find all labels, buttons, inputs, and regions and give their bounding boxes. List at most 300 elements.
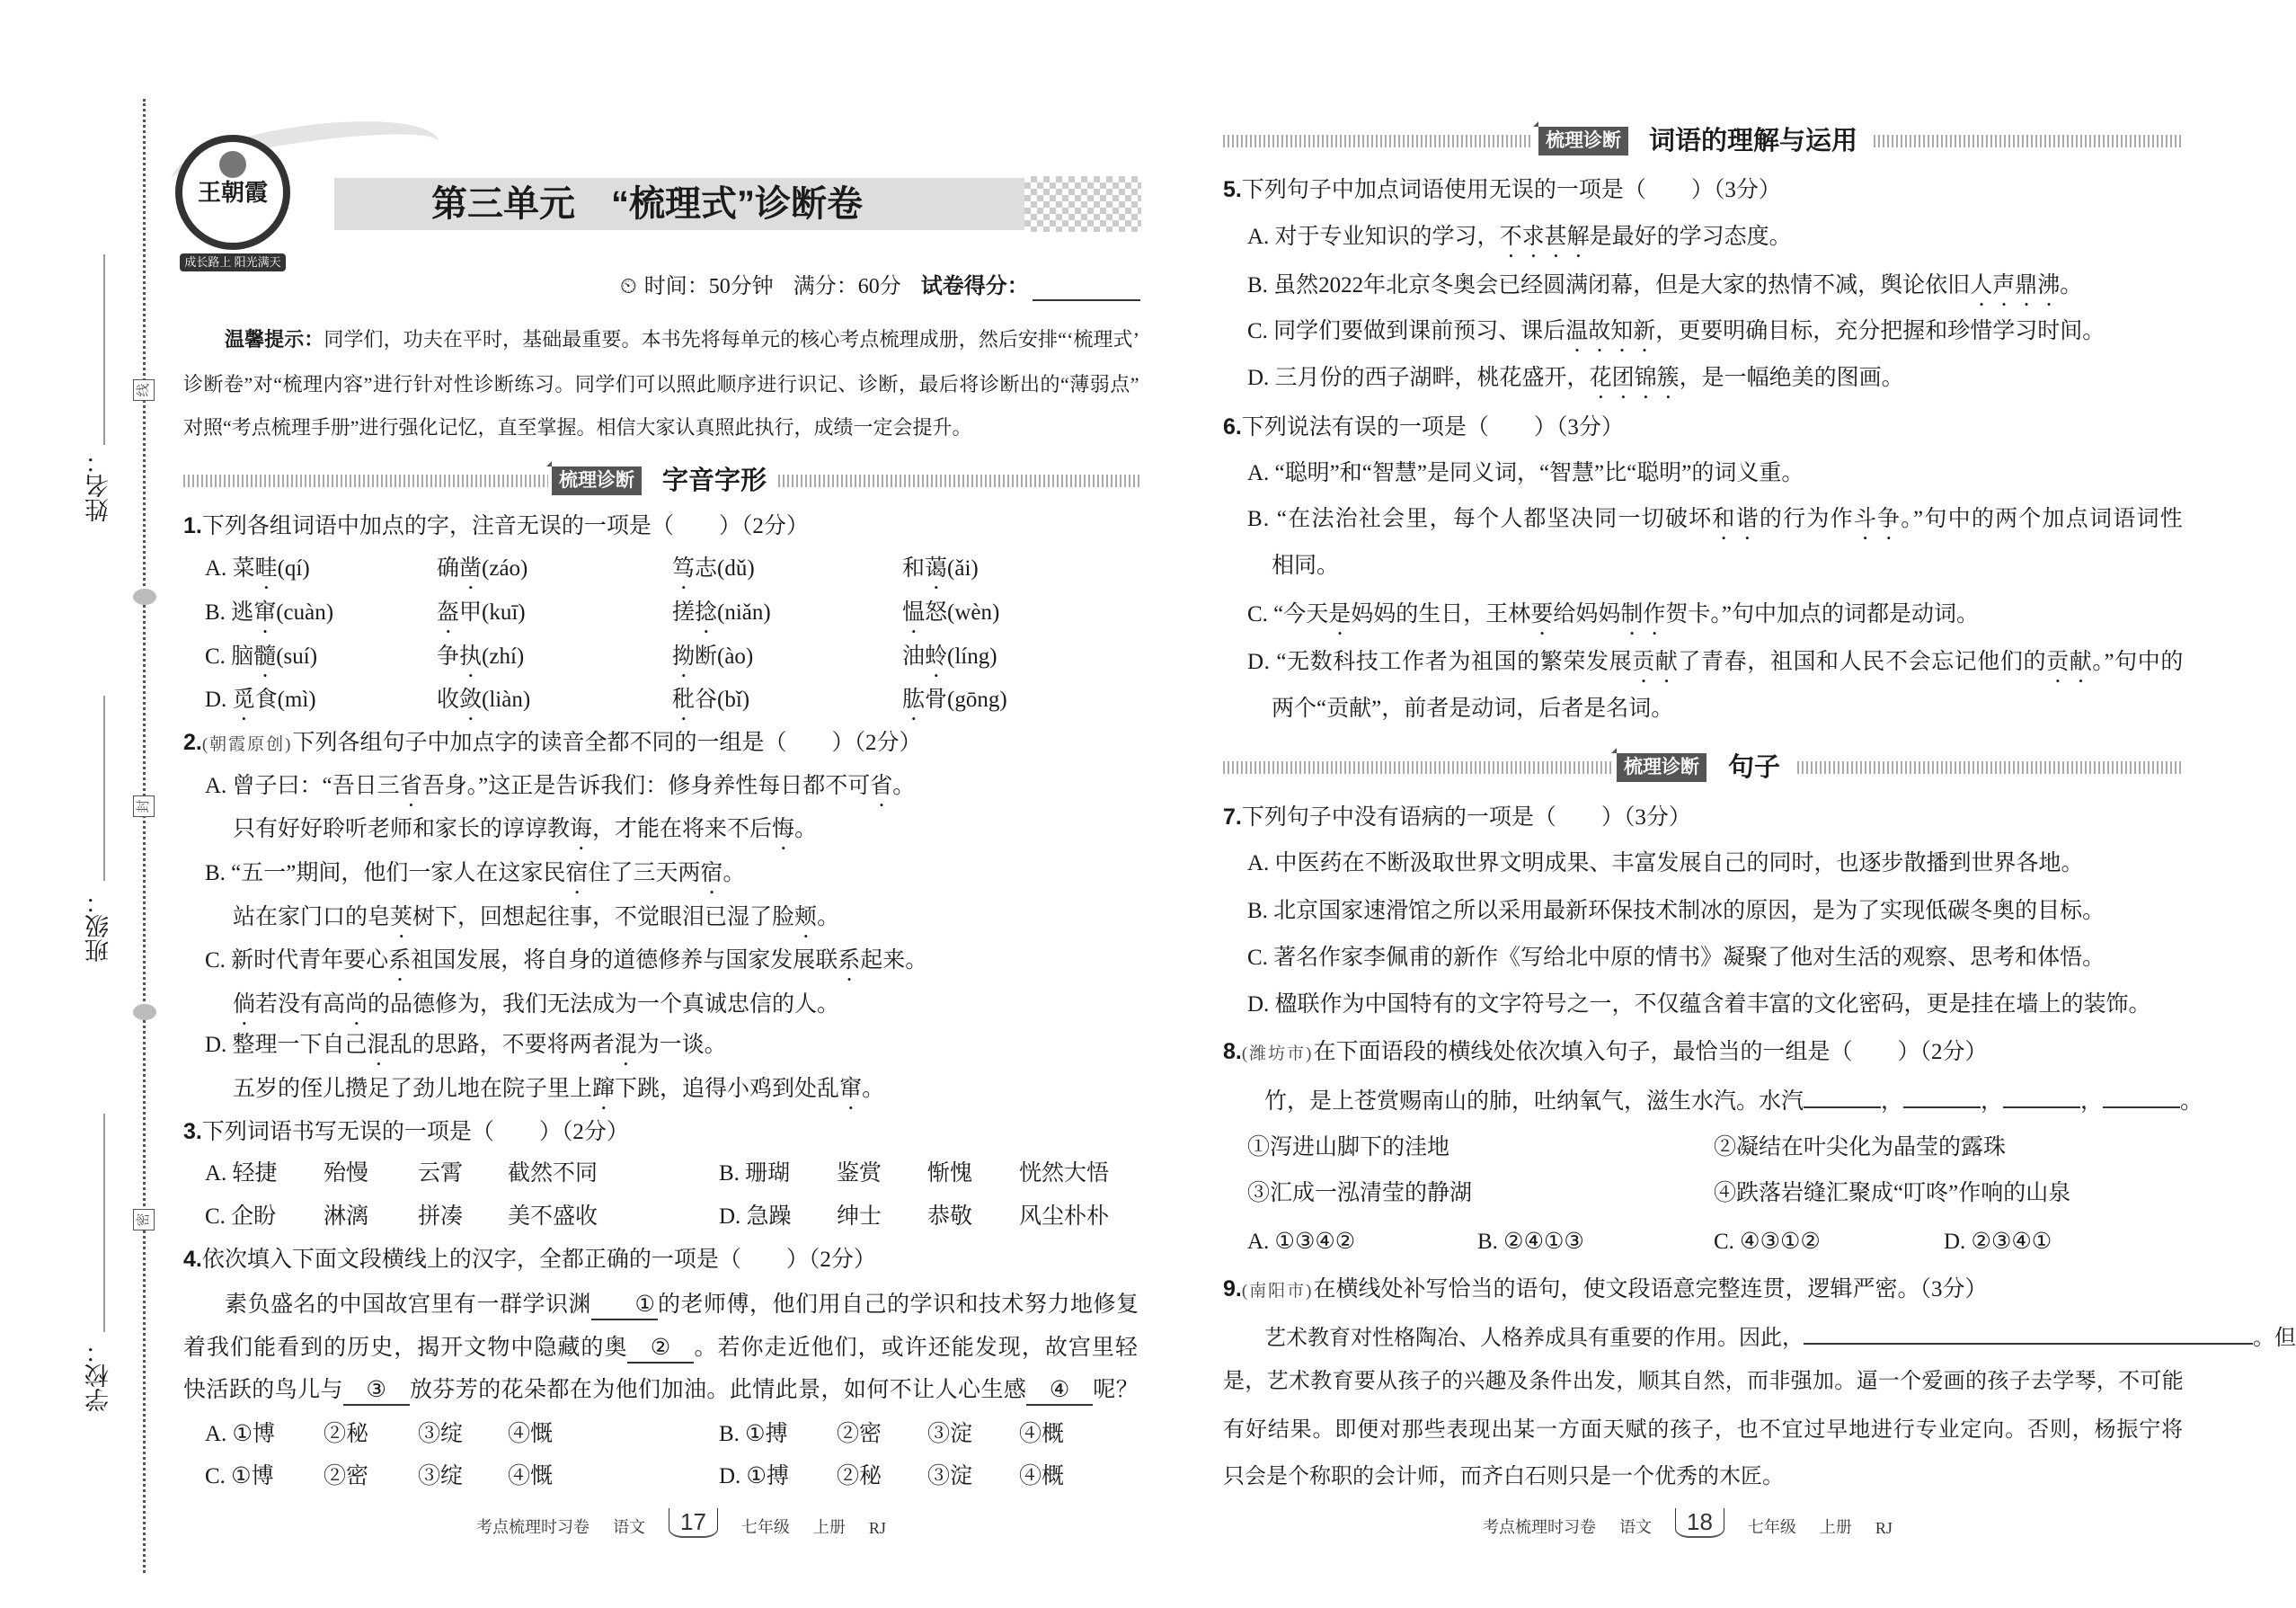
numbered-blank[interactable]: ① bbox=[591, 1292, 658, 1320]
school-field-label: 学校： bbox=[85, 1339, 112, 1412]
option-continuation bbox=[233, 902, 839, 943]
numbered-blank[interactable]: ④ bbox=[1026, 1377, 1093, 1406]
emphasized-text: 斗争 bbox=[1853, 507, 1902, 531]
text-run: ④概 bbox=[1019, 1422, 1065, 1446]
question-source: (潍坊市) bbox=[1241, 1044, 1314, 1063]
option-line bbox=[1247, 315, 2105, 357]
text-run: 志(dǔ) bbox=[695, 556, 755, 581]
text-run: ②密 bbox=[324, 1464, 369, 1488]
option-item bbox=[324, 1461, 368, 1493]
text-run: ④概 bbox=[1019, 1464, 1065, 1488]
footer-grade: 七年级 bbox=[740, 1518, 790, 1536]
option-line bbox=[205, 945, 927, 986]
text-run: D. 楹联作为中国特有的文字符号之一，不仅蕴含着丰富的文化密码，更是挂在墙上的装饰。 bbox=[1247, 992, 2151, 1017]
option-item bbox=[1019, 1418, 1064, 1451]
text-run: 着我们能看到的历史，揭开文物中隐藏的奥 bbox=[183, 1336, 628, 1360]
time-limit: 时间：50分钟 bbox=[643, 275, 774, 298]
footer-edition: RJ bbox=[1875, 1519, 1893, 1537]
text-run: C. ①博 bbox=[205, 1464, 274, 1488]
text-run: 。 bbox=[2060, 273, 2083, 298]
option-item bbox=[837, 1158, 882, 1190]
text-run: 甲(kuī) bbox=[459, 600, 526, 625]
text-run: C. 企盼 bbox=[205, 1204, 277, 1229]
option-line bbox=[1247, 646, 2184, 679]
option-item bbox=[508, 1158, 598, 1190]
question-4-passage-line bbox=[183, 1289, 1139, 1321]
emphasized-text: 花团锦簇 bbox=[1589, 366, 1680, 390]
text-run: (cuàn) bbox=[276, 600, 334, 625]
text-run: 相同。 bbox=[1272, 554, 1340, 578]
emphasized-text: 省 bbox=[870, 774, 893, 798]
option-item bbox=[437, 597, 526, 638]
emphasized-text: 蛉 bbox=[925, 644, 948, 669]
text-run: 。 bbox=[862, 1077, 885, 1101]
text-run: 美不盛收 bbox=[508, 1204, 598, 1229]
text-run: 截然不同 bbox=[508, 1161, 598, 1186]
text-run: C. 同学们要做到课前预习、课后 bbox=[1247, 319, 1566, 343]
question-2-stem bbox=[183, 726, 922, 761]
text-run: 下跳，追得小鸡到处乱 bbox=[615, 1077, 840, 1101]
option-continuation bbox=[233, 989, 839, 1030]
logo-portrait bbox=[219, 151, 246, 178]
option-item bbox=[672, 641, 753, 682]
emphasized-text: 混 bbox=[614, 1033, 637, 1057]
page-title: 第三单元 “梳理式”诊断卷 bbox=[431, 184, 863, 224]
logo-slogan: 成长路上 阳光满天 bbox=[180, 253, 286, 271]
emphasized-text: 笃 bbox=[672, 556, 696, 581]
section-badge: 梳理诊断 bbox=[1617, 753, 1706, 782]
text-run: B. ①搏 bbox=[719, 1422, 788, 1446]
option-item bbox=[719, 1201, 792, 1233]
binding-mark-close: 密 bbox=[133, 1209, 155, 1230]
text-run: 放芬芳的花朵都在为他们加油。此情此景，如何不让人心生感 bbox=[409, 1378, 1027, 1402]
text-run: C. 脑 bbox=[205, 644, 254, 669]
option-item bbox=[837, 1201, 882, 1233]
option-line bbox=[1247, 989, 2151, 1021]
option-item bbox=[205, 597, 333, 638]
option-item bbox=[1019, 1461, 1064, 1493]
sentence-choice bbox=[1714, 1132, 2006, 1164]
emphasized-text: 要 bbox=[1530, 602, 1554, 626]
emphasized-text: 秕 bbox=[672, 688, 696, 712]
text-run: 艺术教育对性格陶冶、人格养成具有重要的作用。因此， bbox=[1264, 1327, 1804, 1350]
section-divider bbox=[1223, 761, 1611, 774]
name-field-label: 姓名： bbox=[85, 449, 112, 522]
option-item bbox=[719, 1158, 790, 1190]
emphasized-text: 是 bbox=[1328, 602, 1352, 626]
question-9-passage-line bbox=[1223, 1414, 2184, 1446]
text-run: 绅士 bbox=[837, 1204, 882, 1229]
page-number: 17 bbox=[669, 1508, 718, 1538]
section-title: 字音字形 bbox=[662, 466, 767, 495]
question-9-passage-line bbox=[1223, 1319, 2296, 1352]
question-6-stem bbox=[1223, 411, 1624, 444]
text-run: 下列说法有误的一项是（ ）（3分） bbox=[1241, 415, 1624, 440]
emphasized-text: 混 bbox=[367, 1033, 390, 1057]
section-divider bbox=[1223, 135, 1533, 147]
text-run: 。”句中的两个加点词语词性 bbox=[1901, 507, 2184, 531]
option-line bbox=[1247, 848, 2084, 880]
text-run: 若没有高 bbox=[255, 992, 346, 1017]
option-item bbox=[927, 1418, 972, 1451]
text-run: 。但 bbox=[2253, 1327, 2296, 1350]
option-item bbox=[902, 641, 997, 682]
option-item bbox=[205, 684, 316, 725]
option-item bbox=[324, 1201, 368, 1233]
text-run: D. “无数科技工作者为祖国的繁荣发展 bbox=[1247, 650, 1633, 674]
section-title: 词语的理解与运用 bbox=[1649, 127, 1858, 155]
text-run: 怒(wèn) bbox=[925, 600, 1000, 625]
text-run: ③淀 bbox=[927, 1422, 973, 1446]
text-run: 恍然大悟 bbox=[1019, 1161, 1110, 1186]
text-run: 起来。 bbox=[860, 948, 928, 973]
emphasized-text: 贡献 bbox=[2046, 650, 2093, 674]
question-number: 4. bbox=[183, 1247, 202, 1272]
question-number: 6. bbox=[1223, 414, 1242, 440]
text-run: 的行为作 bbox=[1759, 507, 1854, 531]
question-8-stem bbox=[1223, 1035, 1988, 1071]
option-item bbox=[205, 1418, 275, 1451]
emphasized-text: 省 bbox=[399, 774, 422, 798]
text-run: (niǎn) bbox=[717, 600, 771, 625]
text-run: 下列各组词语中加点的字，注音无误的一项是（ ）（2分） bbox=[201, 514, 809, 538]
text-run: B. 北京国家速滑馆之所以采用最新环保技术制冰的原因，是为了实现低碳冬奥的目标。 bbox=[1247, 899, 2105, 923]
text-run: (suí) bbox=[276, 644, 318, 669]
text-run: 是最好的学习态度。 bbox=[1589, 225, 1792, 249]
option-item bbox=[719, 1461, 789, 1493]
text-run: D. 整理一下自己 bbox=[205, 1033, 368, 1057]
option-item bbox=[927, 1201, 972, 1233]
option-item bbox=[902, 597, 999, 638]
footer-subject: 语文 bbox=[1619, 1518, 1652, 1536]
exam-meta bbox=[620, 272, 1140, 301]
emphasized-text: 颊 bbox=[794, 905, 818, 929]
text-run: 妈妈的生日，王林 bbox=[1351, 602, 1531, 626]
text-run: 断(ào) bbox=[695, 644, 754, 669]
text-run: A. 对于专业知识的学习， bbox=[1247, 225, 1500, 249]
question-4-passage-line bbox=[183, 1332, 1139, 1364]
text-run: ，才能在将来不后 bbox=[592, 817, 773, 841]
question-8-passage bbox=[1264, 1083, 2203, 1118]
footer-subject: 语文 bbox=[613, 1518, 645, 1536]
text-run: 。 bbox=[817, 905, 840, 929]
page-number: 18 bbox=[1675, 1508, 1724, 1538]
binding-mark-seal: 封 bbox=[133, 795, 155, 817]
option-item bbox=[508, 1418, 553, 1451]
text-run: 乱的思路，不要将两者 bbox=[389, 1033, 615, 1057]
name-field-line[interactable] bbox=[103, 254, 105, 445]
option-line bbox=[1247, 458, 1804, 490]
option-item bbox=[324, 1158, 368, 1190]
emphasized-text: 宿 bbox=[565, 861, 589, 885]
emphasized-text: 愠 bbox=[902, 600, 926, 625]
text-run: ③汇成一泓清莹的静湖 bbox=[1247, 1181, 1473, 1205]
text-run: 在下面语段的横线处依次填入句子，最恰当的一组是（ ）（2分） bbox=[1313, 1040, 1988, 1064]
option-item bbox=[1019, 1201, 1109, 1233]
text-run: 拼凑 bbox=[418, 1204, 464, 1229]
text-run: 素负盛名的中国故宫里有一群学识渊 bbox=[225, 1293, 591, 1317]
text-run: ，更要明确目标，充分把握和珍惜学习时间。 bbox=[1655, 319, 2105, 343]
answer-blank[interactable] bbox=[1804, 1319, 2253, 1345]
option-item bbox=[1477, 1226, 1584, 1258]
logo-brand-text: 王朝霞 bbox=[197, 180, 268, 206]
option-line bbox=[1247, 503, 2184, 536]
emphasized-text: 温故知新 bbox=[1565, 319, 1656, 343]
option-item bbox=[437, 553, 527, 594]
text-run: 。 bbox=[2180, 1089, 2203, 1114]
clock-icon: ⏲ bbox=[620, 275, 637, 298]
option-item bbox=[719, 1418, 788, 1451]
text-run: B. 虽然2022年北京冬奥会已经圆满闭幕，但是大家的热情不减，舆论依旧 bbox=[1247, 273, 1971, 298]
section-divider bbox=[778, 475, 1139, 487]
text-run: ，是一幅绝美的图画。 bbox=[1679, 366, 1904, 390]
footer-grade: 七年级 bbox=[1747, 1518, 1796, 1536]
numbered-blank[interactable]: ② bbox=[627, 1335, 694, 1364]
option-line bbox=[1247, 221, 1792, 262]
text-run: B. 逃 bbox=[205, 600, 254, 625]
binding-mark-line: 线 bbox=[133, 379, 155, 401]
option-item bbox=[324, 1418, 368, 1451]
text-run: ， bbox=[1881, 1089, 1904, 1114]
text-run: 祖国发展，将自身的道德修养与国家发展联 bbox=[411, 948, 838, 973]
text-run: A. ①③④② bbox=[1247, 1230, 1356, 1254]
option-item bbox=[205, 641, 317, 682]
footer-book: 考点梳理时习卷 bbox=[1483, 1518, 1596, 1536]
option-line bbox=[1247, 362, 1904, 404]
emphasized-text: 宿 bbox=[700, 861, 723, 885]
emphasized-text: 制作 bbox=[1620, 602, 1666, 626]
option-item bbox=[418, 1461, 463, 1493]
smiley-icon bbox=[133, 1004, 156, 1020]
text-run: 五岁的侄儿攒足了劲儿地在院子里上 bbox=[233, 1077, 593, 1101]
text-run: 同学们，功夫在平时，基础最重要。本书先将每单元的核心考点梳理成册，然后安排“‘梳理式’ bbox=[324, 328, 1139, 351]
text-run: (liàn) bbox=[482, 688, 531, 712]
option-continuation bbox=[233, 1073, 884, 1115]
option-line bbox=[1247, 270, 2082, 311]
option-item bbox=[205, 1461, 274, 1493]
option-item bbox=[902, 553, 979, 594]
school-field-line[interactable] bbox=[103, 1114, 105, 1332]
tip-line bbox=[183, 412, 972, 444]
text-run: 的品德修为，我们无法成为一个真诚忠信的人。 bbox=[368, 992, 840, 1017]
question-number: 7. bbox=[1223, 804, 1242, 830]
text-run: D. ②③④① bbox=[1944, 1230, 2052, 1254]
text-run: 两个“贡献”，前者是动词，后者是名词。 bbox=[1272, 697, 1674, 721]
question-9-stem bbox=[1223, 1273, 1988, 1308]
text-run: 收 bbox=[437, 688, 460, 712]
option-item bbox=[418, 1201, 463, 1233]
score-input[interactable] bbox=[1033, 276, 1140, 301]
text-run: ③绽 bbox=[418, 1464, 464, 1488]
question-number: 5. bbox=[1223, 177, 1242, 202]
answer-blank[interactable] bbox=[2103, 1083, 2180, 1108]
text-run: 淋漓 bbox=[324, 1204, 369, 1229]
emphasized-text: 拗 bbox=[672, 644, 696, 669]
text-run: D. bbox=[205, 688, 233, 712]
text-run: 下列句子中没有语病的一项是（ ）（3分） bbox=[1241, 805, 1691, 830]
text-run: C. 著名作家李佩甫的新作《写给北中原的情书》凝聚了他对生活的观察、思考和体悟。 bbox=[1247, 946, 2105, 970]
text-run: 和 bbox=[902, 556, 926, 581]
text-run: B. 珊瑚 bbox=[719, 1161, 791, 1186]
footer-volume: 上册 bbox=[1819, 1518, 1852, 1536]
text-run: 站在家门口的皂 bbox=[233, 905, 391, 929]
text-run: 云霄 bbox=[418, 1161, 464, 1186]
text-run: 搓 bbox=[672, 600, 696, 625]
option-item bbox=[672, 553, 755, 594]
section-divider bbox=[1874, 135, 2184, 147]
text-run: ②秘 bbox=[324, 1422, 369, 1446]
option-line bbox=[205, 770, 915, 812]
checker-decoration bbox=[1024, 176, 1141, 232]
text-run: ④跌落岩缝汇聚成“叮咚”作响的山泉 bbox=[1714, 1181, 2071, 1205]
sentence-choice bbox=[1247, 1177, 1472, 1210]
text-run: ， bbox=[2080, 1089, 2104, 1114]
tip-line bbox=[183, 324, 1139, 356]
smiley-icon bbox=[133, 589, 156, 605]
class-field-label: 班级： bbox=[85, 890, 112, 963]
text-run: 下列各组句子中加点字的读音全都不同的一组是（ ）（2分） bbox=[292, 731, 922, 755]
text-run: (líng) bbox=[947, 644, 997, 669]
question-number: 3. bbox=[183, 1119, 202, 1144]
emphasized-text: 盔 bbox=[437, 600, 460, 625]
question-number: 1. bbox=[183, 513, 202, 538]
option-item bbox=[437, 641, 524, 682]
score-label: 试卷得分： bbox=[920, 274, 1029, 298]
text-run: ②密 bbox=[837, 1422, 882, 1446]
footer-volume: 上册 bbox=[812, 1518, 846, 1536]
question-3-stem bbox=[183, 1115, 629, 1149]
option-line bbox=[1247, 599, 1979, 640]
emphasized-text: 髓 bbox=[253, 644, 277, 669]
text-run: ， bbox=[1981, 1089, 2004, 1114]
text-run: 惭愧 bbox=[927, 1161, 973, 1186]
emphasized-text: 人声鼎沸 bbox=[1970, 273, 2061, 298]
footer-edition: RJ bbox=[868, 1519, 886, 1537]
text-run: 有好结果。即便对那些表现出某一方面天赋的孩子，也不宜过早地进行专业定向。否则，杨振宁将 bbox=[1223, 1418, 2184, 1442]
text-run: 为一谈。 bbox=[636, 1033, 727, 1057]
question-4-passage-line bbox=[183, 1374, 1139, 1407]
question-9-passage-line bbox=[1223, 1461, 1784, 1493]
text-run: 鉴赏 bbox=[837, 1161, 882, 1186]
class-field-line[interactable] bbox=[103, 696, 105, 881]
text-run: 贺卡。”句中加点的词都是动词。 bbox=[1665, 602, 1979, 626]
question-7-stem bbox=[1223, 801, 1691, 834]
text-run: 吾身。”这正是告诉我们：修身养性每日都不可 bbox=[421, 774, 871, 798]
text-run: 争 bbox=[437, 644, 460, 669]
text-run: 食(mì) bbox=[254, 688, 316, 712]
text-run: ②凝结在叶尖化为晶莹的露珠 bbox=[1714, 1135, 2007, 1159]
text-run: 竹，是上苍赏赐南山的肺，吐纳氧气，滋生水汽。水汽 bbox=[1264, 1089, 1804, 1114]
option-line bbox=[1247, 942, 2105, 974]
text-run: D. ①搏 bbox=[719, 1464, 789, 1488]
text-run: (ǎi) bbox=[947, 556, 979, 581]
text-run: 下列句子中加点词语使用无误的一项是（ ）（3分） bbox=[1241, 178, 1781, 202]
option-item bbox=[418, 1158, 463, 1190]
text-run: ④慨 bbox=[508, 1422, 554, 1446]
option-item bbox=[437, 684, 530, 725]
answer-blank[interactable] bbox=[1804, 1083, 1881, 1108]
option-item bbox=[837, 1418, 882, 1451]
question-4-stem bbox=[183, 1243, 876, 1276]
footer-right bbox=[1483, 1508, 1893, 1538]
text-run: 油 bbox=[902, 644, 926, 669]
option-line bbox=[1272, 550, 1339, 582]
emphasized-text: 肱 bbox=[902, 688, 926, 712]
text-run: ②秘 bbox=[837, 1464, 882, 1488]
text-run: A. 轻捷 bbox=[205, 1161, 278, 1186]
section-badge: 梳理诊断 bbox=[1538, 127, 1628, 155]
emphasized-text: 贡献 bbox=[1632, 650, 1679, 674]
numbered-blank[interactable]: ③ bbox=[343, 1377, 410, 1406]
text-run: 。 bbox=[722, 861, 746, 885]
emphasized-text: 倘 bbox=[233, 992, 256, 1017]
text-run: ③绽 bbox=[418, 1422, 464, 1446]
text-run: 谷(bǐ) bbox=[695, 688, 750, 712]
option-item bbox=[418, 1418, 463, 1451]
option-item bbox=[672, 684, 749, 725]
text-run: 。”句中的 bbox=[2092, 650, 2184, 674]
section-divider bbox=[183, 475, 548, 487]
text-run: ③淀 bbox=[927, 1464, 973, 1488]
answer-blank[interactable] bbox=[2003, 1083, 2080, 1108]
question-number: 2. bbox=[183, 730, 202, 755]
text-run: B. “在法治社会里，每个人都坚决同一切破坏 bbox=[1247, 507, 1713, 531]
text-run: 对照“考点梳理手册”进行强化记忆，直至掌握。相信大家认真照此执行，成绩一定会提升。 bbox=[183, 416, 972, 439]
binding-dotted-line bbox=[143, 99, 146, 1573]
option-item bbox=[1019, 1158, 1109, 1190]
option-item bbox=[902, 684, 1007, 725]
option-item bbox=[1944, 1226, 2052, 1258]
text-run: A. ①博 bbox=[205, 1422, 275, 1446]
emphasized-text: 系 bbox=[388, 948, 412, 973]
option-item bbox=[672, 597, 771, 638]
option-item bbox=[927, 1461, 972, 1493]
emphasized-text: 蹿 bbox=[592, 1077, 616, 1101]
section-title: 句子 bbox=[1728, 753, 1781, 782]
question-1-stem bbox=[183, 510, 809, 543]
option-item bbox=[1714, 1226, 1821, 1258]
question-number: 8. bbox=[1223, 1039, 1242, 1064]
text-run: 了青春，祖国和人民不会忘记他们的 bbox=[1678, 650, 2047, 674]
emphasized-text: 觅 bbox=[232, 688, 255, 712]
text-run: 风尘朴朴 bbox=[1019, 1204, 1110, 1229]
emphasized-text: 敛 bbox=[459, 688, 483, 712]
text-run: A. 中医药在不断汲取世界文明成果、丰富发展自己的同时，也逐步散播到世界各地。 bbox=[1247, 851, 2084, 875]
text-run: 诊断卷”对“梳理内容”进行针对性诊断练习。同学们可以照此顺序进行识记、诊断，最后将诊断出的“薄弱点” bbox=[183, 373, 1139, 395]
text-run: 。 bbox=[794, 817, 818, 841]
option-line bbox=[205, 857, 745, 899]
emphasized-text: 系 bbox=[838, 948, 861, 973]
text-run: A. 曾子曰：“吾日三 bbox=[205, 774, 400, 798]
text-run: 确 bbox=[437, 556, 460, 581]
text-run: 依次填入下面文段横线上的汉字，全都正确的一项是（ ）（2分） bbox=[201, 1248, 876, 1272]
text-run: C. “今天 bbox=[1247, 602, 1329, 626]
text-run: 的老师傅，他们用自己的学识和技术努力地修复 bbox=[658, 1293, 1139, 1317]
emphasized-text: 荚 bbox=[390, 905, 413, 929]
emphasized-text: 悔 bbox=[772, 817, 795, 841]
text-run: B. ②④①③ bbox=[1477, 1230, 1584, 1254]
footer-left bbox=[476, 1508, 886, 1538]
sentence-choice bbox=[1714, 1177, 2070, 1210]
text-run: 只会是个称职的会计师，而齐白石则只是一个优秀的木匠。 bbox=[1223, 1465, 1784, 1488]
text-run: 只有好好聆听老师和家长的谆谆教 bbox=[233, 817, 571, 841]
option-item bbox=[927, 1158, 972, 1190]
emphasized-text: 不求甚解 bbox=[1499, 225, 1590, 249]
emphasized-text: 捻 bbox=[695, 600, 718, 625]
answer-blank[interactable] bbox=[1903, 1083, 1981, 1108]
text-run: D. 三月份的西子湖畔，桃花盛开， bbox=[1247, 366, 1590, 390]
emphasized-text: 和谐 bbox=[1712, 507, 1760, 531]
